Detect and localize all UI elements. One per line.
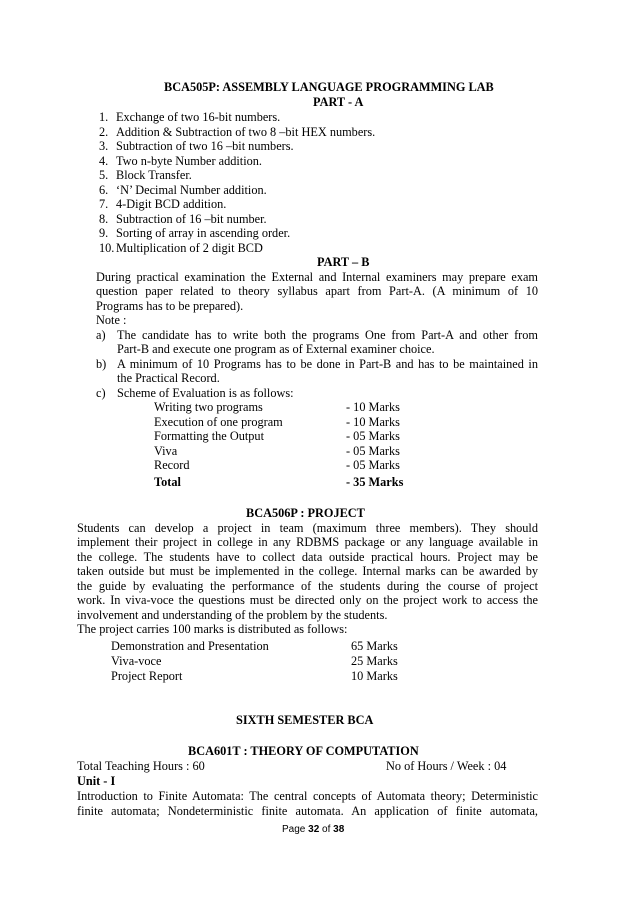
page-footer: Page 32 of 38 xyxy=(282,824,345,835)
project-marks-value: 25 Marks xyxy=(351,654,398,668)
project-marks-value: 10 Marks xyxy=(351,669,398,683)
page-total: 38 xyxy=(333,824,345,835)
unit-line: Introduction to Finite Automata: The central concepts of Automata theory; Deterministic xyxy=(77,789,538,803)
unit-heading: Unit - I xyxy=(77,774,116,788)
list-item: 1. Exchange of two 16-bit numbers. xyxy=(99,110,281,124)
scheme-marks: - 05 Marks xyxy=(346,458,400,472)
project-line: Students can develop a project in team (maximum three members). They should xyxy=(77,520,538,535)
scheme-marks: - 10 Marks xyxy=(346,400,400,414)
scheme-marks: - 05 Marks xyxy=(346,429,400,443)
part-b-heading: PART – B xyxy=(317,255,370,269)
project-line: the guide by evaluating the performance of the students during the course of project xyxy=(77,578,538,593)
course-title: BCA601T : THEORY OF COMPUTATION xyxy=(188,744,419,758)
scheme-item: Formatting the Output xyxy=(154,429,264,443)
unit-line: finite automata; Nondeterministic finite automata. An application of finite automata, xyxy=(77,804,538,818)
project-line: taken outside but must be implemented in the college. Internal marks can be awarded by xyxy=(77,564,538,578)
scheme-item: Record xyxy=(154,458,190,472)
project-marks-value: 65 Marks xyxy=(351,639,398,653)
list-item: 3. Subtraction of two 16 –bit numbers. xyxy=(99,139,294,153)
part-b-line: During practical examination the External and Internal examiners may prepare exam xyxy=(96,269,538,284)
list-item: 7. 4-Digit BCD addition. xyxy=(99,197,227,211)
scheme-marks: - 10 Marks xyxy=(346,414,400,429)
scheme-total-label: Total xyxy=(154,475,181,489)
list-item: 5. Block Transfer. xyxy=(99,168,192,182)
list-item: 4. Two n-byte Number addition. xyxy=(99,153,262,168)
project-title: BCA506P : PROJECT xyxy=(246,506,365,520)
part-b-line: Programs has to be prepared). xyxy=(96,298,244,313)
project-marks-item: Viva-voce xyxy=(111,654,162,668)
project-marks-intro: The project carries 100 marks is distributed as follows: xyxy=(77,622,348,636)
note-c-marker: c) xyxy=(96,385,106,400)
project-line: work. In viva-voce the questions must be directed only on the project work to access the xyxy=(77,593,538,607)
note-b-marker: b) xyxy=(96,356,107,371)
scheme-total-marks: - 35 Marks xyxy=(346,475,404,489)
list-item: 9. Sorting of array in ascending order. xyxy=(99,226,291,240)
part-b-line: question paper related to theory syllabus apart from Part-A. (A minimum of 10 xyxy=(96,284,538,298)
note-b-line: the Practical Record. xyxy=(117,371,220,385)
note-a-marker: a) xyxy=(96,327,106,342)
hours-per-week: No of Hours / Week : 04 xyxy=(386,759,507,773)
scheme-item: Writing two programs xyxy=(154,400,263,414)
list-item: 8. Subtraction of 16 –bit number. xyxy=(99,211,267,226)
list-item: 2. Addition & Subtraction of two 8 –bit HEX numbers. xyxy=(99,124,376,139)
semester-heading: SIXTH SEMESTER BCA xyxy=(236,713,374,727)
note-a-line: The candidate has to write both the programs One from Part-A and other from xyxy=(117,327,538,342)
project-marks-item: Demonstration and Presentation xyxy=(111,639,269,653)
project-marks-item: Project Report xyxy=(111,669,183,683)
list-item: 10. Multiplication of 2 digit BCD xyxy=(99,240,263,255)
total-hours: Total Teaching Hours : 60 xyxy=(77,759,205,773)
project-line: the college. The students have to collect data outside practical hours. Project may be xyxy=(77,549,538,564)
scheme-item: Execution of one program xyxy=(154,414,283,429)
scheme-marks: - 05 Marks xyxy=(346,443,400,458)
note-c-line: Scheme of Evaluation is as follows: xyxy=(117,385,294,400)
project-line: implement their project in college in any RDBMS package or any language available in xyxy=(77,535,538,549)
list-item: 6. ‘N’ Decimal Number addition. xyxy=(99,182,267,197)
scheme-item: Viva xyxy=(154,443,178,458)
note-a-line: Part-B and execute one program as of External examiner choice. xyxy=(117,342,435,356)
note-b-line: A minimum of 10 Programs has to be done in Part-B and has to be maintained in xyxy=(117,356,538,371)
note-label: Note : xyxy=(96,313,127,327)
page-number: 32 xyxy=(308,824,320,835)
lab-title: BCA505P: ASSEMBLY LANGUAGE PROGRAMMING LAB xyxy=(164,80,494,94)
project-line: involvement and understanding of the problem by the students. xyxy=(77,607,388,622)
part-a-heading: PART - A xyxy=(313,95,364,109)
